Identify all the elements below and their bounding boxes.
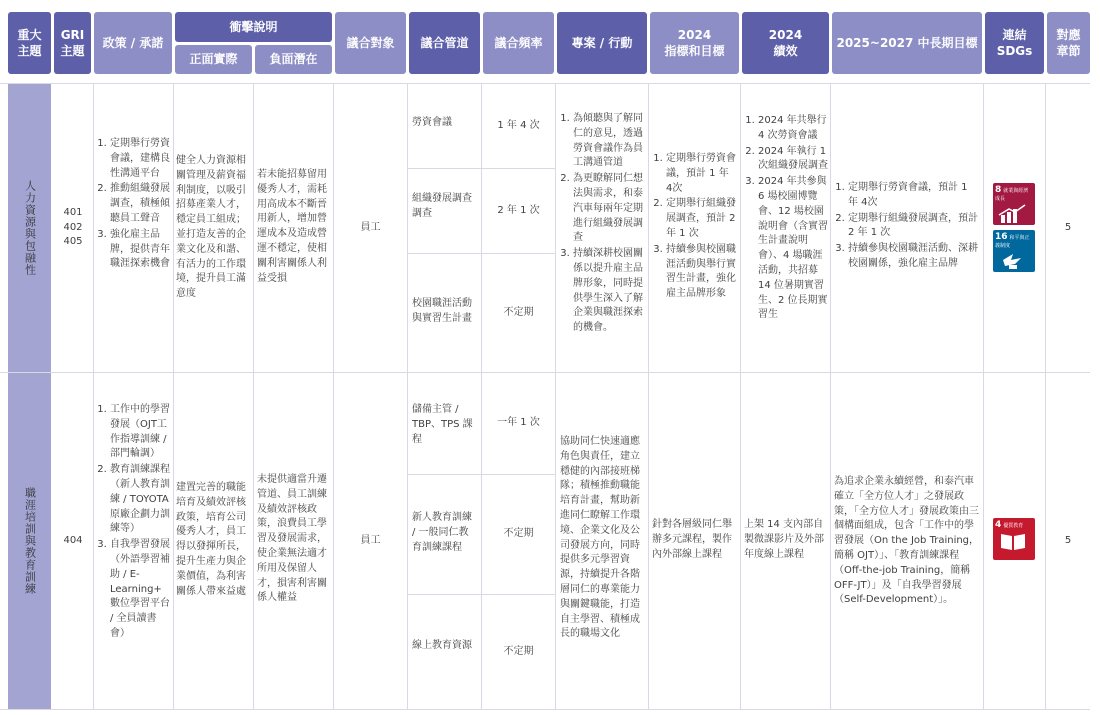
- growth-chart-icon: [995, 203, 1031, 223]
- row1-targets-2024: 1. 定期舉行勞資會議，預計 1 年 4次 2. 定期舉行組織發展調查，預計 2 年 1 次 3. 持續參與校園職涯活動與舉行實習生計畫，強化雇主品牌形象: [652, 152, 738, 303]
- row1-channel-2: 組織發展調查調查: [412, 193, 472, 219]
- dove-icon: [995, 250, 1031, 270]
- row2-freq-1: 一年 1 次: [497, 417, 540, 429]
- row1-freq-2: 2 年 1 次: [497, 204, 540, 216]
- header-channel: 議合管道: [409, 12, 480, 74]
- header-impact: 衝擊說明: [175, 12, 332, 42]
- row1-impact-negative: 若未能招募留用優秀人才，需耗用高成本不斷晉用新人，增加營運成本及造成營運不穩定，使相關利害關係人利益受損: [257, 169, 327, 284]
- row1-stakeholder: 員工: [360, 221, 381, 233]
- row2-stakeholder: 員工: [360, 534, 381, 546]
- row1-channel-1: 勞資會議: [412, 117, 452, 128]
- row2-actions: 協助同仁快速適應角色與責任，建立穩健的內部接班梯隊；積極推動職能培育計畫，幫助新進同仁瞭解工作環境、企業文化及公司發展方向，同時提供多元學習資源，持續提升各階層同仁的專業能力與關鍵職能，打造自主學習、積極成長的職場文化: [560, 436, 640, 640]
- header-chapter: 對應 章節: [1047, 12, 1090, 74]
- row2-gri: 404: [63, 534, 83, 546]
- row1-freq-3: 不定期: [503, 306, 534, 318]
- row1-impact-positive: 健全人力資源相關管理及薪資福利制度，以吸引招募產業人才，穩定員工組成；並打造友善的企業文化及和諧、有活力的工作環境，提升員工滿意度: [176, 155, 246, 300]
- header-long-term-goals: 2025~2027 中長期目標: [832, 12, 982, 74]
- row2-impact-positive: 建置完善的職能培育及績效評核政策，培育公司優秀人才，員工得以發揮所長，提升生產力與企業價值，為利害關係人帶來益處: [176, 482, 246, 597]
- row2-chapter: 5: [1064, 534, 1072, 546]
- row1-policy: 1. 定期舉行勞資會議，建構良性溝通平台 2. 推動組織發展調查，積極傾聽員工聲音 3. 強化雇主品牌，提供青年職涯探索機會: [96, 137, 170, 273]
- sdg-16-badge: 16 和平與正義制度: [993, 230, 1035, 272]
- header-main-topic: 重大 主題: [8, 12, 51, 74]
- row1-gri: 401 402 405: [63, 206, 83, 248]
- row1-channel-3: 校園職涯活動與實習生計畫: [412, 298, 472, 324]
- row2-freq-2: 不定期: [503, 528, 534, 540]
- row2-channel-2: 新人教育訓練 / 一般同仁教育訓練課程: [412, 512, 472, 553]
- row2-targets-2024: 針對各層級同仁舉辦多元課程，製作內外部線上課程: [652, 519, 732, 560]
- header-actions: 專案 / 行動: [557, 12, 647, 74]
- book-icon: [995, 530, 1031, 552]
- row1-performance-2024: 1. 2024 年共舉行 4 次勞資會議 2. 2024 年執行 1 次組織發展調查 3. 2024 年共參與 6 場校園博覽會、12 場校園說明會（含實習生計畫說明會）、4 場職涯活動，共招募 14 位暑期實習生、2 位長期實習生: [744, 114, 828, 324]
- row2-channel-1: 儲備主管 / TBP、TPS 課程: [412, 404, 473, 445]
- row1-freq-1: 1 年 4 次: [497, 119, 540, 131]
- header-performance-2024: 2024 績效: [742, 12, 829, 74]
- header-impact-negative: 負面潛在: [255, 45, 332, 74]
- row1-actions: 1. 為傾聽與了解同仁的意見，透過勞資會議作為員工溝通管道 2. 為更瞭解同仁想法與需求，和泰汽車每兩年定期進行組織發展調查 3. 持續深耕校園關係以提升雇主品牌形象，同時提供學生深入了解企業與職涯探索的機會。: [559, 112, 646, 337]
- row1-topic: 人力資源與包融性: [23, 180, 37, 276]
- row1-long-term-goals: 1. 定期舉行勞資會議，預計 1 年 4次 2. 定期舉行組織發展調查，預計 2 年 1 次 3. 持續參與校園職涯活動、深耕校園關係，強化雇主品牌: [834, 181, 980, 273]
- row2-channel-3: 線上教育資源: [412, 640, 472, 651]
- row1-chapter: 5: [1064, 221, 1072, 233]
- row2-freq-3: 不定期: [503, 645, 534, 657]
- row2-topic: 職涯培訓與教育訓練: [23, 487, 37, 595]
- sdg-8-badge: 8 就業與經濟成長: [993, 183, 1035, 225]
- sdg-4-badge: 4 優質教育: [993, 518, 1035, 560]
- row2-long-term-goals: 為追求企業永續經營，和泰汽車確立「全方位人才」之發展政策，「全方位人才」發展政策由三個構面組成，包含「工作中的學習發展（On the Job Training，簡稱 OJT）」、「教育訓練課程（Off-the-job Training，簡稱 OFF-JT）」及「自我學習發展（Self-Development）」。: [834, 476, 980, 606]
- row2-performance-2024: 上架 14 支內部自製微課影片及外部年度線上課程: [744, 519, 824, 560]
- header-targets-2024: 2024 指標和目標: [650, 12, 739, 74]
- header-sdgs: 連結 SDGs: [985, 12, 1044, 74]
- row2-policy: 1. 工作中的學習發展（OJT工作指導訓練 / 部門輪調） 2. 教育訓練課程（新人教育訓練 / TOYOTA 原廠企劃力訓練等） 3. 自我學習發展（外語學習補助 / E-Learning+ 數位學習平台 / 全員讀書會）: [96, 403, 170, 643]
- header-impact-positive: 正面實際: [175, 45, 252, 74]
- header-gri-topic: GRI 主題: [54, 12, 91, 74]
- header-policy: 政策 / 承諾: [94, 12, 172, 74]
- header-stakeholder: 議合對象: [335, 12, 406, 74]
- row2-impact-negative: 未提供適當升遷管道、員工訓練及績效評核政策，浪費員工學習及發展需求，使企業無法適才所用及保留人才，損害利害關係人權益: [257, 474, 327, 604]
- header-frequency: 議合頻率: [483, 12, 554, 74]
